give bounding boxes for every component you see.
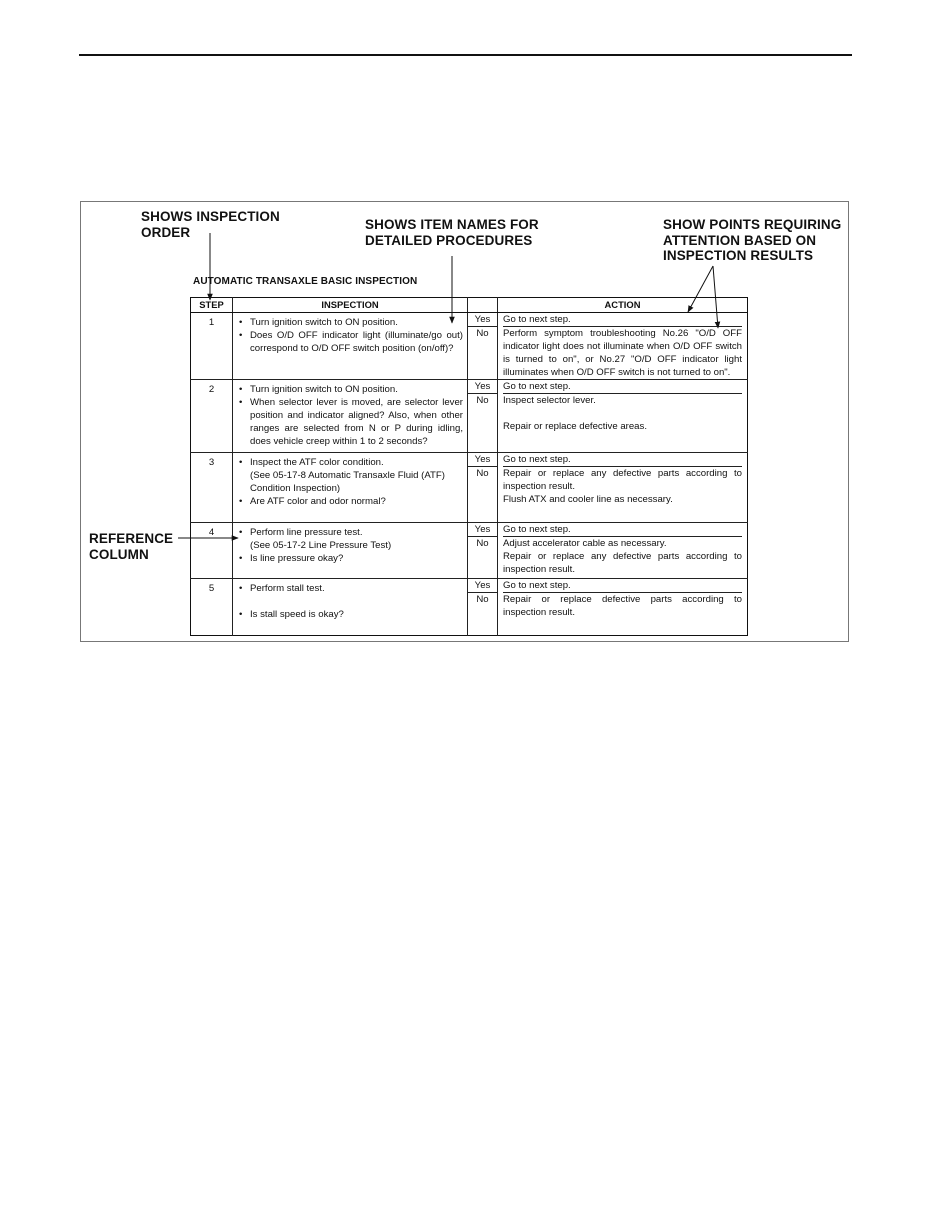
inspection-line: • When selector lever is moved, are selector lever position and indicator aligned? Also, when other ranges are selected from N or P during idling, does vehicle creep within 1 to 2 seconds? [237, 396, 463, 448]
header-result [468, 298, 498, 313]
action-cell [498, 523, 748, 579]
yes-label: Yes [468, 313, 497, 327]
callout-reference-column: REFERENCE COLUMN [89, 531, 174, 562]
yes-action: Go to next step. [503, 579, 742, 593]
action-cell [498, 380, 748, 453]
result-cell [468, 380, 498, 453]
action-cell [498, 579, 748, 636]
no-action: Repair or replace any defective parts according to inspection result. [503, 468, 742, 492]
inspection-table [190, 297, 748, 636]
yes-action: Go to next step. [503, 313, 742, 327]
result-cell [468, 453, 498, 523]
inspection-cell [233, 579, 468, 636]
result-cell [468, 579, 498, 636]
step-number: 4 [191, 523, 233, 579]
no-action: Repair or replace defective areas. [503, 421, 647, 432]
table-row [191, 523, 748, 579]
header-inspection: INSPECTION [233, 298, 468, 313]
inspection-line: • Perform line pressure test. [237, 526, 463, 539]
callout-item-names: SHOWS ITEM NAMES FOR DETAILED PROCEDURES [365, 217, 539, 248]
no-label: No [476, 594, 489, 605]
no-action: Inspect selector lever. [503, 395, 596, 406]
yes-label: Yes [468, 380, 497, 394]
yes-label: Yes [468, 579, 497, 593]
no-action: Adjust accelerator cable as necessary. [503, 538, 667, 549]
inspection-line: • Does O/D OFF indicator light (illuminate/go out) correspond to O/D OFF switch position (on/off)? [237, 329, 463, 355]
no-action: Flush ATX and cooler line as necessary. [503, 494, 673, 505]
inspection-line: • Turn ignition switch to ON position. [237, 316, 463, 329]
step-number: 3 [191, 453, 233, 523]
reference-text: (See 05-17-8 Automatic Transaxle Fluid (ATF) Condition Inspection) [250, 470, 445, 494]
header-step: STEP [191, 298, 233, 313]
no-label: No [476, 468, 489, 479]
yes-label: Yes [468, 453, 497, 467]
table-caption: AUTOMATIC TRANSAXLE BASIC INSPECTION [193, 276, 418, 287]
inspection-cell [233, 380, 468, 453]
action-cell [498, 453, 748, 523]
reference-text: (See 05-17-2 Line Pressure Test) [250, 540, 392, 551]
inspection-line: • Turn ignition switch to ON position. [237, 383, 463, 396]
inspection-line: • Inspect the ATF color condition. [237, 456, 463, 469]
step-number: 2 [191, 380, 233, 453]
inspection-cell [233, 523, 468, 579]
inspection-cell [233, 313, 468, 380]
header-action: ACTION [498, 298, 748, 313]
callout-inspection-order: SHOWS INSPECTION ORDER [141, 209, 280, 240]
no-action: Perform symptom troubleshooting No.26 "O/D OFF indicator light does not illuminate when O/D OFF switch is turned to on", or No.27 "O/D OFF indicator light illuminates when O/D OFF switch is not turned to on". [503, 328, 742, 378]
step-number: 5 [191, 579, 233, 636]
yes-action: Go to next step. [503, 453, 742, 467]
yes-label: Yes [468, 523, 497, 537]
inspection-line: • Perform stall test. [237, 582, 463, 595]
table-row [191, 453, 748, 523]
result-cell [468, 523, 498, 579]
table-row [191, 579, 748, 636]
page-top-rule [79, 54, 852, 56]
no-action: Repair or replace any defective parts according to inspection result. [503, 551, 742, 575]
no-label: No [476, 538, 489, 549]
no-label: No [476, 328, 489, 339]
callout-attention-points: SHOW POINTS REQUIRING ATTENTION BASED ON INSPECTION RESULTS [663, 217, 842, 263]
yes-action: Go to next step. [503, 523, 742, 537]
no-action: Repair or replace defective parts according to inspection result. [503, 594, 742, 618]
action-cell [498, 313, 748, 380]
table-header-row [191, 298, 748, 313]
no-label: No [476, 395, 489, 406]
table-row [191, 313, 748, 380]
yes-action: Go to next step. [503, 380, 742, 394]
inspection-line: • Is line pressure okay? [237, 552, 463, 565]
inspection-line: • Is stall speed is okay? [237, 608, 463, 621]
table-row [191, 380, 748, 453]
inspection-line: • Are ATF color and odor normal? [237, 495, 463, 508]
step-number: 1 [191, 313, 233, 380]
result-cell [468, 313, 498, 380]
inspection-cell [233, 453, 468, 523]
